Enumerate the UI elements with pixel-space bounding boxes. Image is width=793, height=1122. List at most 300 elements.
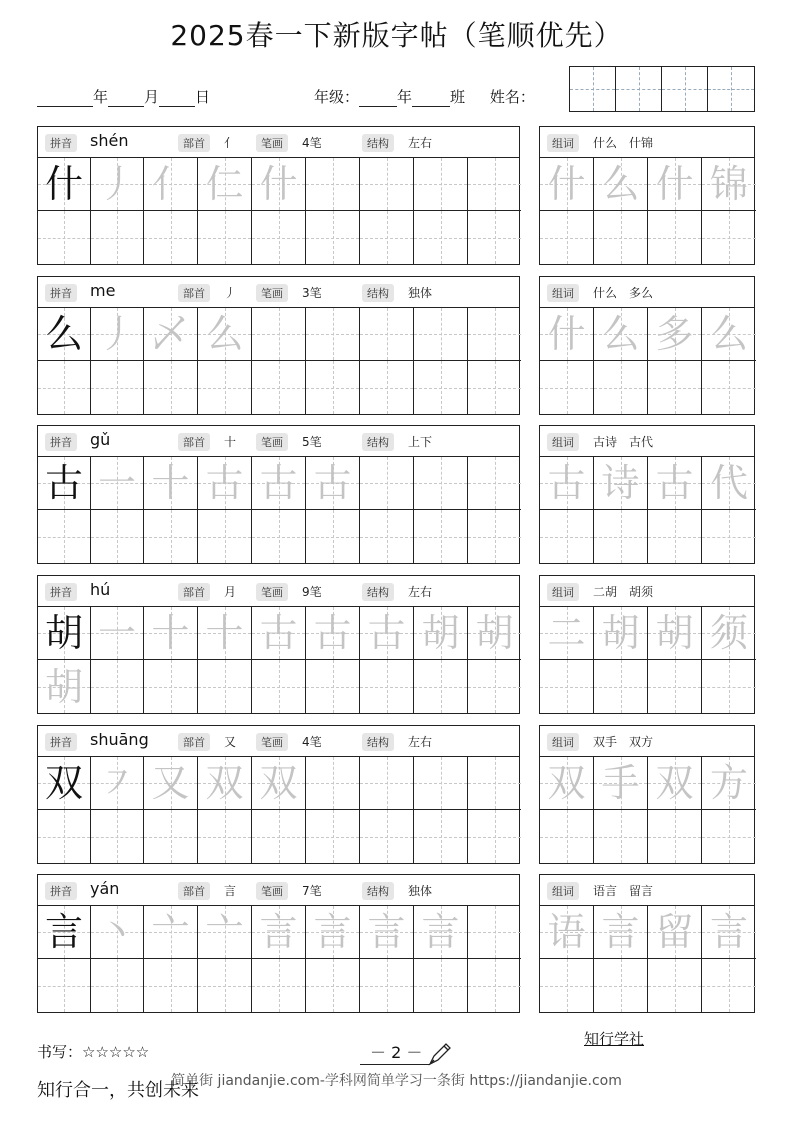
writing-cell[interactable] [91, 361, 144, 414]
writing-cell[interactable] [360, 810, 414, 863]
writing-cell[interactable] [91, 607, 144, 660]
stroke-order-glyph: 十 [205, 611, 244, 655]
writing-cell[interactable] [38, 906, 91, 959]
writing-cell[interactable] [144, 906, 198, 959]
grade-year-label: 年 [397, 88, 413, 106]
stroke-practice-box [37, 575, 520, 714]
word-writing-cell[interactable] [540, 510, 594, 563]
stroke-practice-box [37, 276, 520, 415]
writing-cell[interactable] [306, 607, 360, 660]
word-writing-cell[interactable] [540, 607, 594, 660]
word-trace-glyph: 什 [547, 312, 586, 356]
words-label: 组词 [547, 583, 579, 601]
word-writing-cell[interactable] [540, 906, 594, 959]
writing-cell[interactable] [198, 757, 252, 810]
writing-cell[interactable] [91, 757, 144, 810]
stroke-order-glyph: 言 [259, 910, 298, 954]
word-writing-cell[interactable] [648, 906, 702, 959]
grade-label: 年级： [314, 88, 360, 106]
character-block [37, 725, 755, 864]
writing-cell[interactable] [38, 810, 91, 863]
writing-cell[interactable] [360, 906, 414, 959]
writing-cell[interactable] [198, 158, 252, 211]
writing-cell[interactable] [144, 810, 198, 863]
writing-cell[interactable] [306, 906, 360, 959]
writing-cell[interactable] [306, 959, 360, 1012]
writing-cell[interactable] [252, 158, 306, 211]
writing-cell[interactable] [360, 457, 414, 510]
writing-cell[interactable] [91, 810, 144, 863]
writing-cell[interactable] [414, 810, 468, 863]
word-writing-cell[interactable] [540, 660, 594, 713]
radical-label: 部首 [178, 284, 210, 302]
radical-label: 部首 [178, 134, 210, 152]
writing-cell[interactable] [252, 959, 306, 1012]
name-cell[interactable] [708, 67, 754, 111]
radical-value: 言 [224, 884, 237, 898]
word-writing-cell[interactable] [540, 810, 594, 863]
writing-cell[interactable] [414, 906, 468, 959]
word-writing-cell[interactable] [594, 810, 648, 863]
radical-label: 部首 [178, 733, 210, 751]
character-block [37, 575, 755, 714]
word-trace-glyph: 么 [601, 312, 640, 356]
strokes-label: 笔画 [256, 284, 288, 302]
month-label: 月 [144, 88, 160, 106]
stroke-order-glyph: 么 [205, 312, 244, 356]
writing-cell[interactable] [468, 158, 521, 211]
word-writing-cell[interactable] [540, 158, 594, 211]
character-info-bar [38, 576, 519, 607]
stroke-order-glyph: 言 [367, 910, 406, 954]
stroke-order-glyph: 亠 [205, 910, 244, 954]
word-writing-cell[interactable] [594, 510, 648, 563]
stroke-order-glyph: ㇇ [97, 761, 136, 805]
words-label: 组词 [547, 284, 579, 302]
radical-label: 部首 [178, 583, 210, 601]
word-practice-box [539, 276, 755, 415]
stroke-order-glyph: 一 [97, 611, 136, 655]
writing-cell[interactable] [306, 510, 360, 563]
name-label: 姓名： [489, 88, 535, 106]
words-value: 二胡 胡须 [593, 585, 654, 599]
stroke-order-glyph: 什 [259, 162, 298, 206]
word-writing-cell[interactable] [594, 308, 648, 361]
character-block [37, 425, 755, 564]
structure-value: 上下 [408, 435, 433, 449]
word-writing-cell[interactable] [702, 457, 756, 510]
word-writing-cell[interactable] [648, 457, 702, 510]
writing-rating: 书写：☆☆☆☆☆ [37, 1043, 150, 1061]
page-number: － 2 － [370, 1043, 423, 1062]
stroke-order-glyph: 言 [421, 910, 460, 954]
word-info-bar [540, 576, 754, 607]
word-info-bar [540, 277, 754, 308]
writing-cell[interactable] [306, 361, 360, 414]
pinyin-label: 拼音 [45, 882, 77, 900]
writing-cell[interactable] [144, 959, 198, 1012]
word-writing-cell[interactable] [702, 211, 756, 264]
word-practice-box [539, 425, 755, 564]
word-writing-cell[interactable] [648, 361, 702, 414]
page-number-underline [360, 1064, 430, 1065]
writing-cell[interactable] [414, 510, 468, 563]
writing-cell[interactable] [360, 361, 414, 414]
stroke-order-glyph: 亻 [151, 162, 190, 206]
pinyin-value: me [90, 281, 116, 300]
word-trace-glyph: 须 [709, 611, 748, 655]
word-writing-cell[interactable] [648, 211, 702, 264]
writing-cell[interactable] [38, 211, 91, 264]
writing-cell[interactable] [91, 158, 144, 211]
word-writing-cell[interactable] [594, 158, 648, 211]
word-writing-cell[interactable] [702, 361, 756, 414]
writing-cell[interactable] [144, 211, 198, 264]
word-writing-cell[interactable] [702, 510, 756, 563]
writing-cell[interactable] [414, 308, 468, 361]
word-writing-cell[interactable] [594, 607, 648, 660]
writing-cell[interactable] [414, 607, 468, 660]
word-practice-box [539, 575, 755, 714]
word-trace-glyph: 手 [601, 761, 640, 805]
word-writing-cell[interactable] [540, 211, 594, 264]
writing-cell[interactable] [198, 906, 252, 959]
month-blank[interactable] [108, 90, 144, 107]
writing-cell[interactable] [38, 660, 91, 713]
word-trace-glyph: 留 [655, 910, 694, 954]
radical-value: 十 [224, 435, 237, 449]
writing-cell[interactable] [144, 308, 198, 361]
strokes-label: 笔画 [256, 583, 288, 601]
character-block [37, 126, 755, 265]
stroke-order-glyph: 胡 [44, 664, 83, 709]
word-writing-cell[interactable] [648, 959, 702, 1012]
writing-cell[interactable] [144, 158, 198, 211]
writing-cell[interactable] [468, 361, 521, 414]
radical-value: 月 [224, 585, 237, 599]
name-cell[interactable] [662, 67, 708, 111]
structure-value: 左右 [408, 735, 433, 749]
watermark-text: 简单街 jiandanjie.com-学科网简单学习一条街 https://jiandanjie.com [171, 1073, 622, 1089]
writing-cell[interactable] [468, 810, 521, 863]
words-label: 组词 [547, 882, 579, 900]
word-writing-cell[interactable] [648, 660, 702, 713]
writing-cell[interactable] [468, 757, 521, 810]
writing-cell[interactable] [38, 607, 91, 660]
words-label: 组词 [547, 433, 579, 451]
writing-cell[interactable] [144, 510, 198, 563]
name-cell[interactable] [616, 67, 662, 111]
class-blank[interactable] [412, 90, 450, 107]
pinyin-value: shuāng [90, 730, 149, 749]
writing-cell[interactable] [198, 211, 252, 264]
pinyin-value: gǔ [90, 430, 111, 449]
word-trace-glyph: 代 [709, 461, 748, 505]
writing-cell[interactable] [414, 757, 468, 810]
writing-cell[interactable] [468, 959, 521, 1012]
word-writing-cell[interactable] [594, 457, 648, 510]
pinyin-label: 拼音 [45, 733, 77, 751]
word-trace-glyph: 多 [655, 312, 694, 356]
strokes-value: 4笔 [302, 735, 322, 749]
writing-cell[interactable] [38, 959, 91, 1012]
pinyin-label: 拼音 [45, 284, 77, 302]
writing-cell[interactable] [198, 959, 252, 1012]
word-writing-cell[interactable] [540, 757, 594, 810]
grade-line [314, 86, 535, 107]
model-character: 胡 [44, 611, 83, 655]
writing-cell[interactable] [306, 660, 360, 713]
word-trace-glyph: 语 [547, 910, 586, 954]
writing-cell[interactable] [91, 906, 144, 959]
word-writing-cell[interactable] [594, 211, 648, 264]
word-writing-cell[interactable] [648, 308, 702, 361]
writing-cell[interactable] [38, 361, 91, 414]
strokes-value: 3笔 [302, 286, 322, 300]
writing-cell[interactable] [468, 457, 521, 510]
radical-label: 部首 [178, 882, 210, 900]
writing-cell[interactable] [252, 757, 306, 810]
word-practice-box [539, 725, 755, 864]
writing-cell[interactable] [198, 660, 252, 713]
structure-label: 结构 [362, 433, 394, 451]
word-writing-cell[interactable] [540, 361, 594, 414]
word-trace-glyph: 二 [547, 611, 586, 655]
writing-cell[interactable] [38, 457, 91, 510]
writing-cell[interactable] [360, 959, 414, 1012]
word-practice-box [539, 874, 755, 1013]
writing-cell[interactable] [252, 906, 306, 959]
writing-cell[interactable] [38, 308, 91, 361]
stroke-order-glyph: 古 [259, 611, 298, 655]
stroke-order-glyph: 丿 [97, 312, 136, 356]
word-writing-cell[interactable] [648, 158, 702, 211]
writing-cell[interactable] [360, 158, 414, 211]
pen-icon [426, 1040, 454, 1068]
name-writing-grid[interactable] [569, 66, 755, 112]
writing-cell[interactable] [38, 510, 91, 563]
word-writing-cell[interactable] [702, 959, 756, 1012]
pinyin-value: yán [90, 879, 120, 898]
word-trace-glyph: 方 [709, 761, 748, 805]
writing-cell[interactable] [468, 906, 521, 959]
writing-cell[interactable] [252, 361, 306, 414]
writing-cell[interactable] [414, 361, 468, 414]
word-info-bar [540, 127, 754, 158]
stroke-order-glyph: 双 [259, 761, 298, 805]
writing-cell[interactable] [91, 211, 144, 264]
day-label: 日 [195, 88, 211, 106]
writing-cell[interactable] [360, 510, 414, 563]
word-writing-cell[interactable] [648, 757, 702, 810]
writing-cell[interactable] [144, 361, 198, 414]
word-writing-cell[interactable] [648, 810, 702, 863]
word-trace-glyph: 古 [655, 461, 694, 505]
word-writing-cell[interactable] [594, 660, 648, 713]
writing-cell[interactable] [306, 211, 360, 264]
character-block [37, 276, 755, 415]
word-writing-cell[interactable] [648, 510, 702, 563]
words-value: 什么 多么 [593, 286, 654, 300]
stroke-order-glyph: 一 [97, 461, 136, 505]
writing-cell[interactable] [468, 308, 521, 361]
stroke-order-glyph: 胡 [475, 611, 514, 655]
stroke-order-glyph: 双 [205, 761, 244, 805]
stroke-order-glyph: 丿 [97, 162, 136, 206]
writing-cell[interactable] [38, 757, 91, 810]
word-writing-cell[interactable] [540, 959, 594, 1012]
word-trace-glyph: 诗 [601, 461, 640, 505]
word-trace-glyph: 锦 [709, 162, 748, 206]
pinyin-label: 拼音 [45, 134, 77, 152]
writing-cell[interactable] [252, 810, 306, 863]
word-trace-glyph: 么 [709, 312, 748, 356]
writing-cell[interactable] [252, 660, 306, 713]
word-writing-cell[interactable] [702, 906, 756, 959]
writing-cell[interactable] [468, 510, 521, 563]
word-writing-cell[interactable] [702, 607, 756, 660]
structure-value: 左右 [408, 136, 433, 150]
writing-cell[interactable] [198, 308, 252, 361]
writing-cell[interactable] [414, 457, 468, 510]
word-trace-glyph: 么 [601, 162, 640, 206]
writing-cell[interactable] [91, 660, 144, 713]
word-trace-glyph: 古 [547, 461, 586, 505]
writing-cell[interactable] [198, 607, 252, 660]
stroke-practice-box [37, 425, 520, 564]
word-practice-box [539, 126, 755, 265]
structure-label: 结构 [362, 882, 394, 900]
writing-cell[interactable] [198, 361, 252, 414]
writing-cell[interactable] [414, 211, 468, 264]
model-character: 双 [44, 761, 83, 805]
writing-cell[interactable] [306, 158, 360, 211]
words-value: 什么 什锦 [593, 136, 654, 150]
writing-cell[interactable] [306, 810, 360, 863]
strokes-label: 笔画 [256, 134, 288, 152]
writing-cell[interactable] [144, 660, 198, 713]
writing-cell[interactable] [414, 959, 468, 1012]
stroke-order-glyph: 十 [151, 611, 190, 655]
stroke-practice-box [37, 874, 520, 1013]
writing-cell[interactable] [414, 660, 468, 713]
structure-label: 结构 [362, 583, 394, 601]
writing-cell[interactable] [198, 510, 252, 563]
word-writing-cell[interactable] [702, 308, 756, 361]
writing-cell[interactable] [144, 607, 198, 660]
strokes-value: 7笔 [302, 884, 322, 898]
character-info-bar [38, 875, 519, 906]
word-writing-cell[interactable] [702, 810, 756, 863]
grade-class-label: 班 [450, 88, 466, 106]
word-writing-cell[interactable] [702, 660, 756, 713]
writing-cell[interactable] [360, 607, 414, 660]
structure-label: 结构 [362, 134, 394, 152]
writing-cell[interactable] [252, 607, 306, 660]
writing-cell[interactable] [252, 510, 306, 563]
model-character: 言 [44, 910, 83, 954]
structure-value: 左右 [408, 585, 433, 599]
writing-cell[interactable] [144, 757, 198, 810]
brand-name: 知行学社 [584, 1030, 645, 1048]
structure-label: 结构 [362, 284, 394, 302]
word-writing-cell[interactable] [648, 607, 702, 660]
writing-cell[interactable] [360, 308, 414, 361]
word-writing-cell[interactable] [594, 361, 648, 414]
radical-value: 亻 [224, 136, 237, 150]
writing-cell[interactable] [306, 308, 360, 361]
writing-cell[interactable] [91, 959, 144, 1012]
word-writing-cell[interactable] [702, 158, 756, 211]
word-writing-cell[interactable] [540, 308, 594, 361]
model-character: 么 [44, 312, 83, 356]
writing-cell[interactable] [468, 211, 521, 264]
model-character: 古 [44, 461, 83, 505]
writing-cell[interactable] [91, 457, 144, 510]
strokes-value: 5笔 [302, 435, 322, 449]
writing-cell[interactable] [198, 810, 252, 863]
radical-value: 丿 [224, 286, 237, 300]
writing-cell[interactable] [252, 457, 306, 510]
stroke-order-glyph: 古 [367, 611, 406, 655]
words-label: 组词 [547, 733, 579, 751]
word-writing-cell[interactable] [540, 457, 594, 510]
word-trace-glyph: 言 [601, 910, 640, 954]
grade-blank[interactable] [359, 90, 397, 107]
writing-cell[interactable] [252, 211, 306, 264]
pinyin-label: 拼音 [45, 583, 77, 601]
writing-cell[interactable] [91, 510, 144, 563]
words-value: 语言 留言 [593, 884, 654, 898]
writing-cell[interactable] [306, 757, 360, 810]
word-writing-cell[interactable] [702, 757, 756, 810]
writing-cell[interactable] [360, 660, 414, 713]
writing-cell[interactable] [144, 457, 198, 510]
writing-cell[interactable] [468, 660, 521, 713]
stroke-order-glyph: 古 [313, 461, 352, 505]
word-writing-cell[interactable] [594, 959, 648, 1012]
slogan: 知行合一，共创未来 [37, 1080, 199, 1101]
name-cell[interactable] [570, 67, 616, 111]
writing-cell[interactable] [38, 158, 91, 211]
character-info-bar [38, 277, 519, 308]
pinyin-value: shén [90, 131, 129, 150]
character-info-bar [38, 726, 519, 757]
stroke-order-glyph: 古 [313, 611, 352, 655]
word-writing-cell[interactable] [594, 906, 648, 959]
stroke-practice-box [37, 725, 520, 864]
writing-cell[interactable] [360, 211, 414, 264]
writing-cell[interactable] [252, 308, 306, 361]
word-info-bar [540, 426, 754, 457]
words-label: 组词 [547, 134, 579, 152]
word-writing-cell[interactable] [594, 757, 648, 810]
year-blank[interactable] [37, 90, 93, 107]
word-trace-glyph: 什 [655, 162, 694, 206]
writing-cell[interactable] [91, 308, 144, 361]
stroke-order-glyph: 仁 [205, 162, 244, 206]
writing-cell[interactable] [414, 158, 468, 211]
radical-label: 部首 [178, 433, 210, 451]
writing-cell[interactable] [306, 457, 360, 510]
writing-cell[interactable] [468, 607, 521, 660]
writing-cell[interactable] [198, 457, 252, 510]
structure-value: 独体 [408, 884, 433, 898]
word-trace-glyph: 胡 [655, 611, 694, 655]
writing-cell[interactable] [360, 757, 414, 810]
day-blank[interactable] [159, 90, 195, 107]
structure-label: 结构 [362, 733, 394, 751]
